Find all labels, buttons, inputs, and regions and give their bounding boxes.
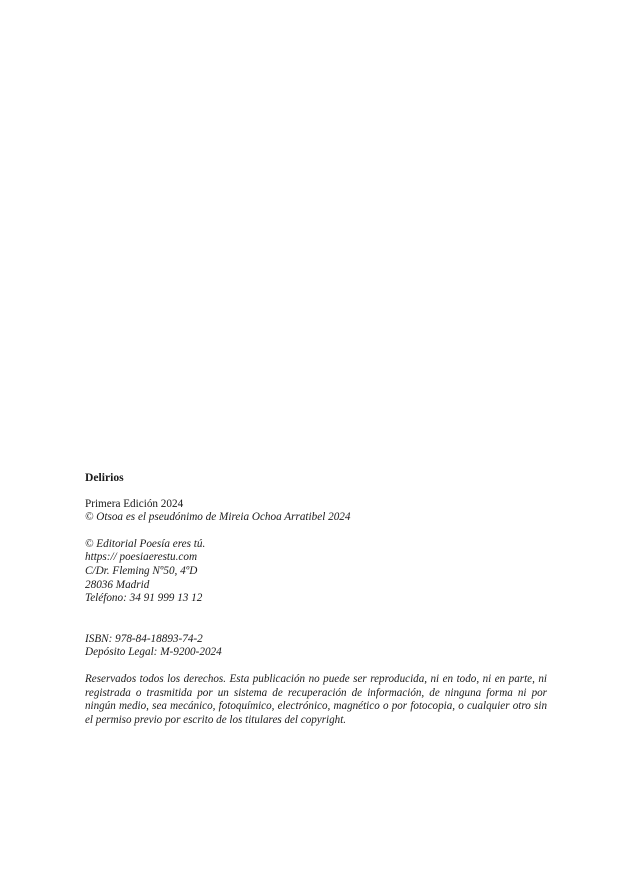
book-title: Delirios: [85, 471, 124, 484]
rights-notice: Reservados todos los derechos. Esta publicación no puede ser reproducida, ni en todo, ni en parte, ni registrada o trasmitida por un sistema de recuperación de información, de ninguna forma ni por ningún medio, sea mecánico, fotoquímico, electrónico, magnético o por fotocopia, o cualquier otro sin el permiso previo por escrito de los titulares del copyright.: [85, 672, 547, 726]
author-copyright: © Otsoa es el pseudónimo de Mireia Ochoa Arratibel 2024: [85, 511, 351, 524]
edition-block: [85, 498, 547, 525]
colophon: [85, 471, 547, 727]
edition-line: Primera Edición 2024: [85, 497, 184, 510]
publisher-city: 28036 Madrid: [85, 578, 150, 591]
spacer: [85, 606, 547, 633]
isbn: ISBN: 978-84-18893-74-2: [85, 632, 203, 645]
identifiers-block: [85, 633, 547, 660]
publisher-address: C/Dr. Fleming Nº50, 4ºD: [85, 564, 198, 577]
legal-deposit: Depósito Legal: M-9200-2024: [85, 646, 222, 659]
spacer: [85, 660, 547, 673]
publisher-block: [85, 538, 547, 606]
publisher-website: https:// poesiaerestu.com: [85, 551, 198, 564]
publisher-phone: Teléfono: 34 91 999 13 12: [85, 592, 203, 605]
spacer: [85, 525, 547, 538]
publisher-copyright: © Editorial Poesía eres tú.: [85, 537, 206, 550]
